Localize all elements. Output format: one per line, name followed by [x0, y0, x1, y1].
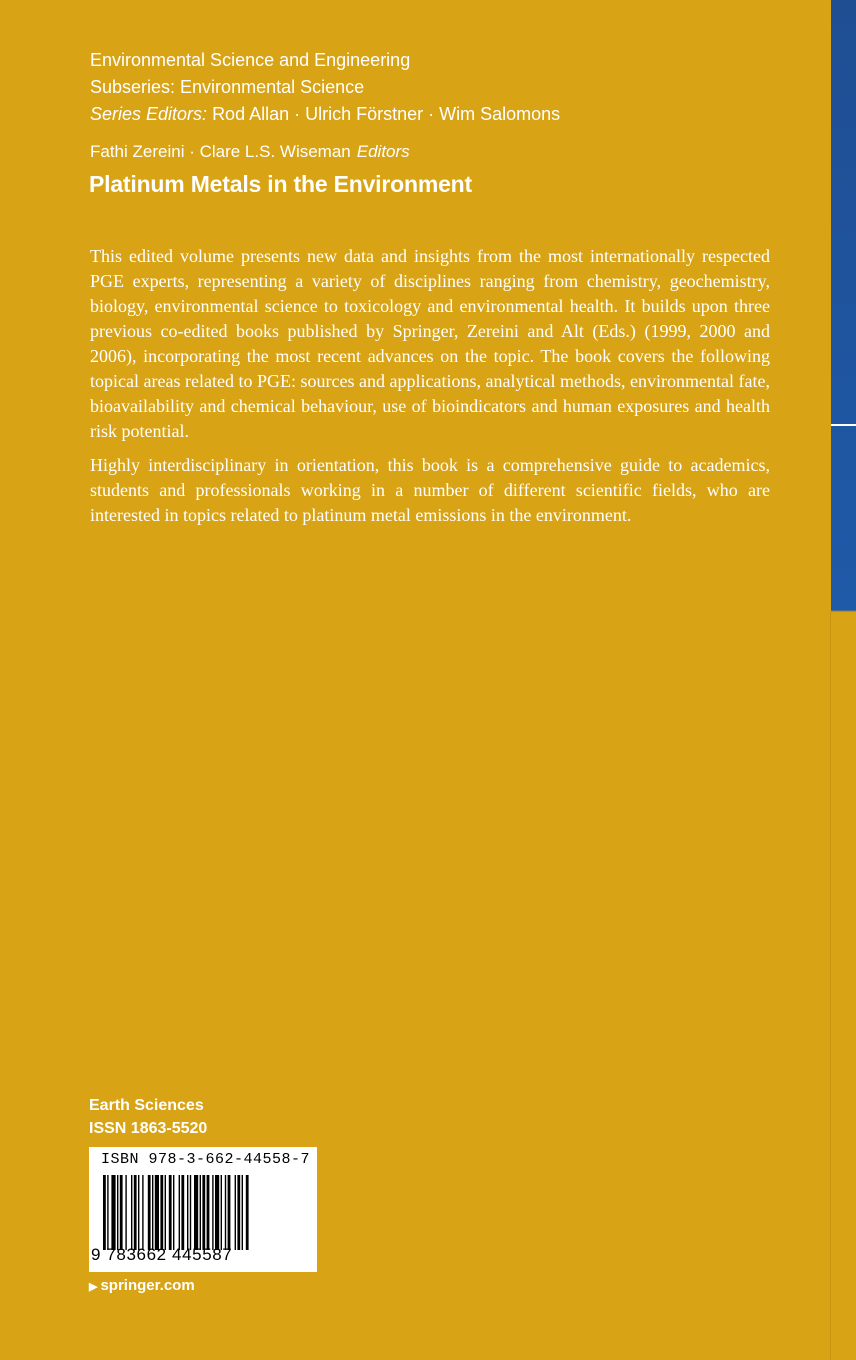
publisher-website[interactable]	[89, 1276, 195, 1297]
spine-edge	[830, 612, 831, 1360]
subseries-name: Subseries: Environmental Science	[90, 77, 365, 97]
book-description	[90, 244, 770, 537]
barcode-icon	[103, 1175, 303, 1250]
barcode-box	[89, 1147, 317, 1272]
website-label: springer.com	[100, 1277, 195, 1294]
description-paragraph-2: Highly interdisciplinary in orientation, this book is a comprehensive guide to academics, students and professionals working in a number of different scientific fields, who are interested in topics related to platinum metal emissions in the environment.	[90, 455, 770, 525]
subject-category: Earth Sciences	[89, 1097, 204, 1114]
series-editors	[90, 101, 810, 128]
series-name: Environmental Science and Engineering	[90, 50, 411, 70]
barcode-digits: 9 783662 445587	[91, 1245, 233, 1264]
description-paragraph-1: This edited volume presents new data and insights from the most internationally respected PGE experts, representing a variety of disciplines ranging from chemistry, geochemistry, biology, environmental science to toxicology and environmental health. It builds upon three previous co-edited books published by Springer, Zereini and Alt (Eds.) (1999, 2000 and 2006), incorporating the most recent advances on the topic. The book covers the following topical areas related to PGE: sources and applications, analytical methods, environmental fate, bioavailability and chemical behaviour, use of bioindicators and human exposures and health risk potential.	[90, 246, 770, 441]
spine-divider-line	[831, 424, 856, 426]
arrow-right-icon: ▶	[89, 1281, 98, 1293]
issn-number: ISSN 1863-5520	[89, 1120, 208, 1137]
series-editors-label: Series Editors:	[90, 104, 208, 124]
book-editors	[90, 140, 410, 164]
isbn-label: ISBN 978-3-662-44558-7	[101, 1151, 311, 1168]
series-editors-names: Rod Allan · Ulrich Förstner · Wim Salomons	[212, 104, 561, 124]
book-title: Platinum Metals in the Environment	[89, 171, 472, 197]
book-editors-role: Editors	[356, 142, 410, 161]
subject-info	[89, 1094, 207, 1140]
spine-blue-band	[831, 0, 856, 1360]
series-info	[90, 47, 810, 128]
book-editors-names: Fathi Zereini · Clare L.S. Wiseman	[90, 142, 351, 161]
